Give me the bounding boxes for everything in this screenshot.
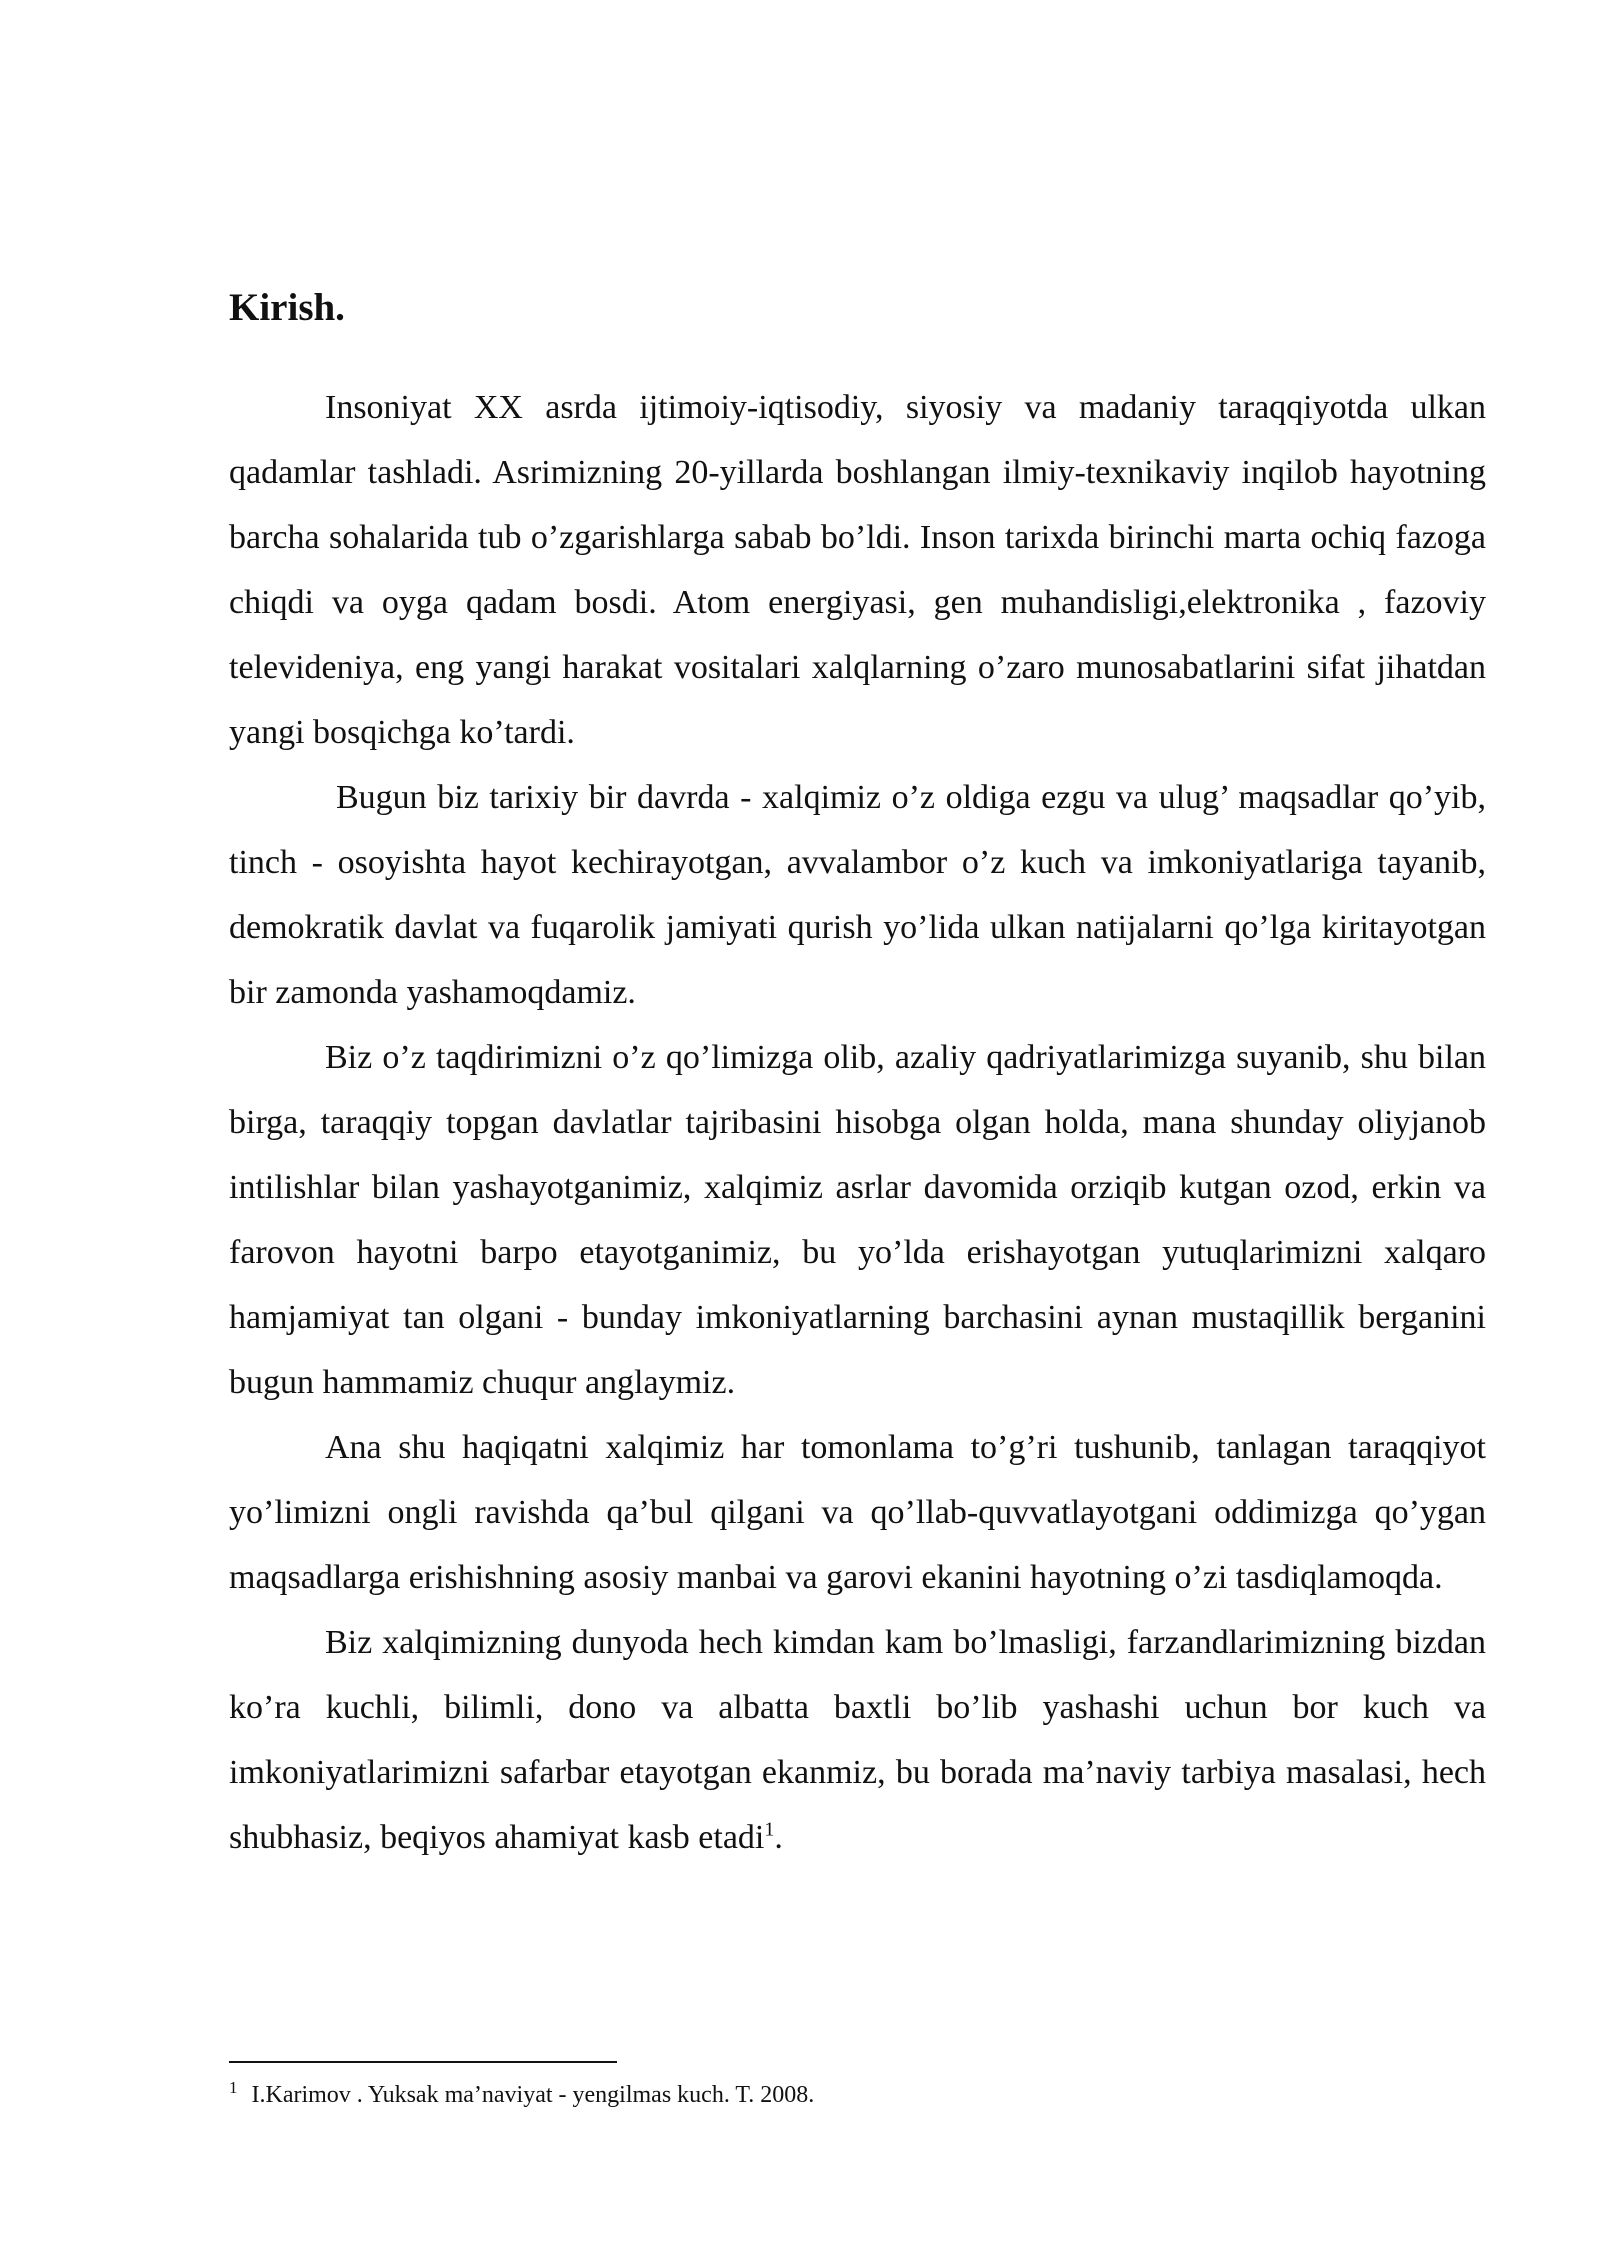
section-heading: Kirish. — [229, 286, 345, 329]
paragraph-3: Biz o’z taqdirimizni o’z qo’limizga olib, azaliy qadriyatlarimizga suyanib, shu bilan birga, taraqqiy topgan davlatlar tajribasini hisobga olgan holda, mana shunday oliyjanob intilishlar bilan yashayotganimiz, xalqimiz asrlar davomida orziqib kutgan ozod, erkin va farovon hayotni barpo etayotganimiz, bu yo’lda erishayotgan yutuqlarimizni xalqaro hamjamiyat tan olgani - bunday imkoniyatlarning barchasini aynan mustaqillik berganini bugun hammamiz chuqur anglaymiz. — [229, 1039, 1486, 1401]
paragraph-4: Ana shu haqiqatni xalqimiz har tomonlama to’g’ri tushunib, tanlagan taraqqiyot yo’limizni ongli ravishda qa’bul qilgani va qo’llab-quvvatlayotgani oddimizga qo’ygan maqsadlarga erishishning asosiy manbai va garovi ekanini hayotning o’zi tasdiqlamoqda. — [229, 1429, 1486, 1596]
paragraph-1: Insoniyat XX asrda ijtimoiy-iqtisodiy, siyosiy va madaniy taraqqiyotda ulkan qadamlar tashladi. Asrimizning 20-yillarda boshlangan ilmiy-texnikaviy inqilob hayotning barcha sohalarida tub o’zgarishlarga sabab bo’ldi. Inson tarixda birinchi marta ochiq fazoga chiqdi va oyga qadam bosdi. Atom energiyasi, gen muhandisligi,elektronika , fazoviy televideniya, eng yangi harakat vositalari xalqlarning o’zaro munosabatlarini sifat jihatdan yangi bosqichga ko’tardi. — [229, 389, 1486, 751]
paragraph-5-text: Biz xalqimizning dunyoda hech kimdan kam bo’lmasligi, farzandlarimizning bizdan ko’ra kuchli, bilimli, dono va albatta baxtli bo’lib yashashi uchun bor kuch va imkoniyatlarimizni safarbar etayotgan ekanmiz, bu borada ma’naviy tarbiya masalasi, hech shubhasiz, beqiyos ahamiyat kasb etadi — [229, 1624, 1486, 1856]
footnote-number: 1 — [229, 2078, 238, 2097]
footnote-text: I.Karimov . Yuksak ma’naviyat - yengilmas kuch. T. 2008. — [251, 2082, 815, 2108]
footnote-separator — [229, 2061, 617, 2063]
paragraph-5-end: . — [774, 1819, 783, 1856]
footnote — [229, 2078, 814, 2112]
paragraph-5 — [229, 1610, 1486, 1870]
body-text — [229, 375, 1486, 1870]
paragraph-2: Bugun biz tarixiy bir davrda - xalqimiz o’z oldiga ezgu va ulug’ maqsadlar qo’yib, tinch - osoyishta hayot kechirayotgan, avvalambor o’z kuch va imkoniyatlariga tayanib, demokratik davlat va fuqarolik jamiyati qurish yo’lida ulkan natijalarni qo’lga kiritayotgan bir zamonda yashamoqdamiz. — [229, 779, 1486, 1011]
footnote-reference[interactable]: 1 — [764, 1818, 775, 1841]
